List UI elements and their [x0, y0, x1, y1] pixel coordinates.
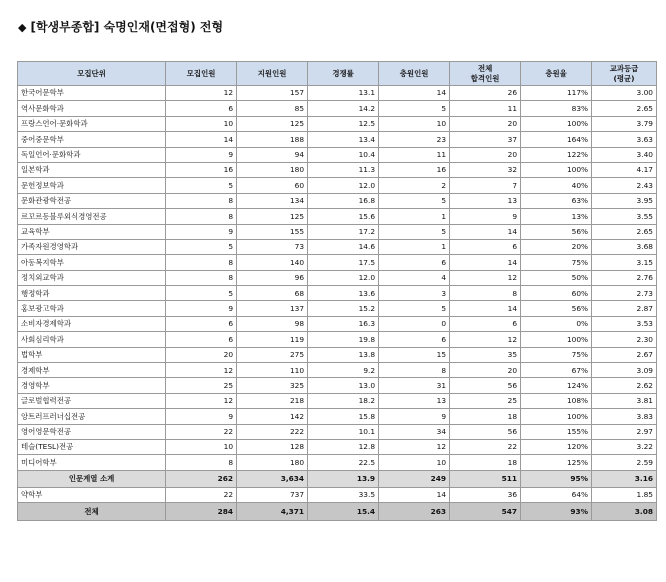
value-cell: 10.1	[308, 424, 379, 439]
table-row	[18, 332, 657, 347]
value-cell: 157	[237, 86, 308, 101]
value-cell: 40%	[521, 178, 592, 193]
value-cell: 83%	[521, 101, 592, 116]
column-header: 전체 합격인원	[450, 62, 521, 86]
value-cell: 3.40	[592, 147, 657, 162]
value-cell: 124%	[521, 378, 592, 393]
value-cell: 56	[450, 378, 521, 393]
table-header	[18, 62, 657, 86]
column-header: 충원율	[521, 62, 592, 86]
value-cell: 10	[379, 455, 450, 470]
value-cell: 12	[166, 363, 237, 378]
value-cell: 100%	[521, 162, 592, 177]
value-cell: 18	[450, 409, 521, 424]
value-cell: 2.73	[592, 286, 657, 301]
value-cell: 22	[166, 487, 237, 502]
value-cell: 26	[450, 86, 521, 101]
table-row	[18, 116, 657, 131]
unit-name-cell: 한국어문학부	[18, 86, 166, 101]
value-cell: 75%	[521, 255, 592, 270]
value-cell: 8	[166, 270, 237, 285]
value-cell: 13.9	[308, 470, 379, 487]
unit-name-cell: 경제학부	[18, 363, 166, 378]
value-cell: 3	[379, 286, 450, 301]
value-cell: 2.59	[592, 455, 657, 470]
value-cell: 117%	[521, 86, 592, 101]
value-cell: 20	[450, 116, 521, 131]
value-cell: 3.22	[592, 439, 657, 454]
value-cell: 15.6	[308, 209, 379, 224]
value-cell: 14	[450, 301, 521, 316]
column-header: 모집인원	[166, 62, 237, 86]
value-cell: 2.87	[592, 301, 657, 316]
value-cell: 3.79	[592, 116, 657, 131]
table-row	[18, 239, 657, 254]
value-cell: 275	[237, 347, 308, 362]
total-row	[18, 503, 657, 521]
table-row	[18, 487, 657, 502]
value-cell: 0%	[521, 316, 592, 331]
value-cell: 19.8	[308, 332, 379, 347]
value-cell: 9	[166, 301, 237, 316]
value-cell: 20%	[521, 239, 592, 254]
value-cell: 2	[379, 178, 450, 193]
value-cell: 5	[379, 193, 450, 208]
value-cell: 262	[166, 470, 237, 487]
value-cell: 15.8	[308, 409, 379, 424]
value-cell: 263	[379, 503, 450, 521]
value-cell: 140	[237, 255, 308, 270]
column-header: 모집단위	[18, 62, 166, 86]
table-row	[18, 286, 657, 301]
value-cell: 12	[450, 332, 521, 347]
value-cell: 2.76	[592, 270, 657, 285]
value-cell: 9.2	[308, 363, 379, 378]
value-cell: 3,634	[237, 470, 308, 487]
value-cell: 100%	[521, 332, 592, 347]
value-cell: 137	[237, 301, 308, 316]
table-row	[18, 162, 657, 177]
value-cell: 56%	[521, 301, 592, 316]
value-cell: 94	[237, 147, 308, 162]
value-cell: 188	[237, 132, 308, 147]
column-header: 지원인원	[237, 62, 308, 86]
value-cell: 32	[450, 162, 521, 177]
value-cell: 25	[450, 393, 521, 408]
table-row	[18, 347, 657, 362]
value-cell: 8	[166, 209, 237, 224]
unit-name-cell: 교육학부	[18, 224, 166, 239]
value-cell: 63%	[521, 193, 592, 208]
table-row	[18, 316, 657, 331]
value-cell: 85	[237, 101, 308, 116]
unit-name-cell: 소비자경제학과	[18, 316, 166, 331]
value-cell: 3.09	[592, 363, 657, 378]
value-cell: 10.4	[308, 147, 379, 162]
value-cell: 3.68	[592, 239, 657, 254]
value-cell: 95%	[521, 470, 592, 487]
value-cell: 18	[450, 455, 521, 470]
value-cell: 4	[379, 270, 450, 285]
value-cell: 125	[237, 116, 308, 131]
value-cell: 10	[166, 116, 237, 131]
value-cell: 10	[166, 439, 237, 454]
value-cell: 134	[237, 193, 308, 208]
table-body	[18, 86, 657, 521]
unit-name-cell: 중어중문학부	[18, 132, 166, 147]
value-cell: 9	[166, 224, 237, 239]
value-cell: 218	[237, 393, 308, 408]
value-cell: 12	[379, 439, 450, 454]
value-cell: 5	[166, 178, 237, 193]
value-cell: 14	[379, 487, 450, 502]
value-cell: 3.95	[592, 193, 657, 208]
value-cell: 119	[237, 332, 308, 347]
value-cell: 14	[379, 86, 450, 101]
value-cell: 737	[237, 487, 308, 502]
header-row	[18, 62, 657, 86]
page-title	[18, 18, 223, 35]
value-cell: 60	[237, 178, 308, 193]
page-title-text: [학생부종합] 숙명인재(면접형) 전형	[30, 20, 224, 34]
value-cell: 0	[379, 316, 450, 331]
value-cell: 15	[379, 347, 450, 362]
unit-name-cell: 문헌정보학과	[18, 178, 166, 193]
value-cell: 2.65	[592, 101, 657, 116]
value-cell: 9	[166, 147, 237, 162]
value-cell: 100%	[521, 409, 592, 424]
value-cell: 36	[450, 487, 521, 502]
value-cell: 2.67	[592, 347, 657, 362]
value-cell: 5	[379, 224, 450, 239]
value-cell: 68	[237, 286, 308, 301]
column-header: 충원인원	[379, 62, 450, 86]
value-cell: 284	[166, 503, 237, 521]
subtotal-row	[18, 470, 657, 487]
value-cell: 15.2	[308, 301, 379, 316]
value-cell: 60%	[521, 286, 592, 301]
value-cell: 164%	[521, 132, 592, 147]
value-cell: 180	[237, 455, 308, 470]
value-cell: 1.85	[592, 487, 657, 502]
unit-name-cell: 테슬(TESL)전공	[18, 439, 166, 454]
value-cell: 16	[379, 162, 450, 177]
unit-name-cell: 홍보광고학과	[18, 301, 166, 316]
value-cell: 13.4	[308, 132, 379, 147]
value-cell: 10	[379, 116, 450, 131]
value-cell: 110	[237, 363, 308, 378]
value-cell: 33.5	[308, 487, 379, 502]
value-cell: 5	[166, 239, 237, 254]
value-cell: 8	[166, 193, 237, 208]
table-row	[18, 209, 657, 224]
diamond-bullet-icon: ◆	[18, 21, 27, 34]
value-cell: 3.15	[592, 255, 657, 270]
value-cell: 16.3	[308, 316, 379, 331]
value-cell: 56%	[521, 224, 592, 239]
unit-name-cell: 사회심리학과	[18, 332, 166, 347]
value-cell: 6	[166, 332, 237, 347]
value-cell: 23	[379, 132, 450, 147]
value-cell: 20	[166, 347, 237, 362]
value-cell: 50%	[521, 270, 592, 285]
value-cell: 22.5	[308, 455, 379, 470]
unit-name-cell: 프랑스언어·문화학과	[18, 116, 166, 131]
table-row	[18, 132, 657, 147]
value-cell: 13	[450, 193, 521, 208]
value-cell: 17.2	[308, 224, 379, 239]
unit-name-cell: 가족자원경영학과	[18, 239, 166, 254]
value-cell: 12	[166, 86, 237, 101]
value-cell: 12	[450, 270, 521, 285]
value-cell: 8	[450, 286, 521, 301]
column-header: 경쟁률	[308, 62, 379, 86]
table-row	[18, 224, 657, 239]
value-cell: 5	[379, 101, 450, 116]
value-cell: 8	[166, 255, 237, 270]
value-cell: 6	[166, 101, 237, 116]
table-row	[18, 178, 657, 193]
table-row	[18, 455, 657, 470]
value-cell: 14	[166, 132, 237, 147]
value-cell: 7	[450, 178, 521, 193]
value-cell: 4,371	[237, 503, 308, 521]
value-cell: 13.8	[308, 347, 379, 362]
value-cell: 93%	[521, 503, 592, 521]
value-cell: 22	[450, 439, 521, 454]
value-cell: 6	[379, 332, 450, 347]
value-cell: 3.53	[592, 316, 657, 331]
value-cell: 18.2	[308, 393, 379, 408]
value-cell: 35	[450, 347, 521, 362]
value-cell: 34	[379, 424, 450, 439]
value-cell: 67%	[521, 363, 592, 378]
column-header: 교과등급 (평균)	[592, 62, 657, 86]
value-cell: 12.0	[308, 178, 379, 193]
value-cell: 6	[166, 316, 237, 331]
unit-name-cell: 아동복지학부	[18, 255, 166, 270]
value-cell: 11.3	[308, 162, 379, 177]
table-row	[18, 270, 657, 285]
value-cell: 2.43	[592, 178, 657, 193]
table-row	[18, 193, 657, 208]
value-cell: 6	[450, 316, 521, 331]
table-row	[18, 86, 657, 101]
value-cell: 13%	[521, 209, 592, 224]
value-cell: 11	[379, 147, 450, 162]
unit-name-cell: 인문계열 소계	[18, 470, 166, 487]
value-cell: 31	[379, 378, 450, 393]
value-cell: 2.62	[592, 378, 657, 393]
value-cell: 9	[379, 409, 450, 424]
value-cell: 2.97	[592, 424, 657, 439]
table-row	[18, 424, 657, 439]
value-cell: 20	[450, 147, 521, 162]
unit-name-cell: 영어영문학전공	[18, 424, 166, 439]
value-cell: 12	[166, 393, 237, 408]
value-cell: 120%	[521, 439, 592, 454]
value-cell: 15.4	[308, 503, 379, 521]
value-cell: 180	[237, 162, 308, 177]
value-cell: 125	[237, 209, 308, 224]
value-cell: 12.0	[308, 270, 379, 285]
value-cell: 37	[450, 132, 521, 147]
value-cell: 13	[379, 393, 450, 408]
value-cell: 1	[379, 209, 450, 224]
value-cell: 325	[237, 378, 308, 393]
table-row	[18, 378, 657, 393]
value-cell: 13.0	[308, 378, 379, 393]
unit-name-cell: 앙트러프러너십전공	[18, 409, 166, 424]
admission-results-table	[17, 61, 657, 521]
value-cell: 155	[237, 224, 308, 239]
value-cell: 222	[237, 424, 308, 439]
value-cell: 100%	[521, 116, 592, 131]
value-cell: 14.6	[308, 239, 379, 254]
value-cell: 4.17	[592, 162, 657, 177]
value-cell: 9	[450, 209, 521, 224]
unit-name-cell: 역사문화학과	[18, 101, 166, 116]
value-cell: 12.5	[308, 116, 379, 131]
value-cell: 2.30	[592, 332, 657, 347]
value-cell: 14	[450, 224, 521, 239]
value-cell: 3.00	[592, 86, 657, 101]
value-cell: 5	[166, 286, 237, 301]
value-cell: 3.63	[592, 132, 657, 147]
value-cell: 9	[166, 409, 237, 424]
unit-name-cell: 르꼬르동블루외식경영전공	[18, 209, 166, 224]
value-cell: 17.5	[308, 255, 379, 270]
value-cell: 16	[166, 162, 237, 177]
table-row	[18, 439, 657, 454]
value-cell: 142	[237, 409, 308, 424]
unit-name-cell: 경영학부	[18, 378, 166, 393]
table-row	[18, 101, 657, 116]
value-cell: 122%	[521, 147, 592, 162]
value-cell: 13.1	[308, 86, 379, 101]
value-cell: 249	[379, 470, 450, 487]
value-cell: 108%	[521, 393, 592, 408]
value-cell: 3.83	[592, 409, 657, 424]
value-cell: 2.65	[592, 224, 657, 239]
value-cell: 3.16	[592, 470, 657, 487]
value-cell: 128	[237, 439, 308, 454]
value-cell: 14.2	[308, 101, 379, 116]
unit-name-cell: 문화관광학전공	[18, 193, 166, 208]
unit-name-cell: 전체	[18, 503, 166, 521]
value-cell: 155%	[521, 424, 592, 439]
value-cell: 73	[237, 239, 308, 254]
unit-name-cell: 미디어학부	[18, 455, 166, 470]
value-cell: 56	[450, 424, 521, 439]
value-cell: 6	[450, 239, 521, 254]
table-row	[18, 363, 657, 378]
unit-name-cell: 법학부	[18, 347, 166, 362]
unit-name-cell: 행정학과	[18, 286, 166, 301]
value-cell: 14	[450, 255, 521, 270]
value-cell: 98	[237, 316, 308, 331]
value-cell: 8	[166, 455, 237, 470]
value-cell: 20	[450, 363, 521, 378]
value-cell: 11	[450, 101, 521, 116]
value-cell: 64%	[521, 487, 592, 502]
unit-name-cell: 독일언어·문화학과	[18, 147, 166, 162]
value-cell: 22	[166, 424, 237, 439]
value-cell: 3.08	[592, 503, 657, 521]
value-cell: 75%	[521, 347, 592, 362]
value-cell: 25	[166, 378, 237, 393]
value-cell: 125%	[521, 455, 592, 470]
value-cell: 3.81	[592, 393, 657, 408]
value-cell: 3.55	[592, 209, 657, 224]
unit-name-cell: 약학부	[18, 487, 166, 502]
unit-name-cell: 정치외교학과	[18, 270, 166, 285]
value-cell: 8	[379, 363, 450, 378]
value-cell: 547	[450, 503, 521, 521]
unit-name-cell: 일본학과	[18, 162, 166, 177]
table-row	[18, 255, 657, 270]
value-cell: 6	[379, 255, 450, 270]
value-cell: 96	[237, 270, 308, 285]
table-row	[18, 409, 657, 424]
value-cell: 13.6	[308, 286, 379, 301]
unit-name-cell: 글로벌협력전공	[18, 393, 166, 408]
value-cell: 16.8	[308, 193, 379, 208]
table-row	[18, 301, 657, 316]
value-cell: 12.8	[308, 439, 379, 454]
table-row	[18, 147, 657, 162]
table-row	[18, 393, 657, 408]
value-cell: 5	[379, 301, 450, 316]
value-cell: 1	[379, 239, 450, 254]
value-cell: 511	[450, 470, 521, 487]
